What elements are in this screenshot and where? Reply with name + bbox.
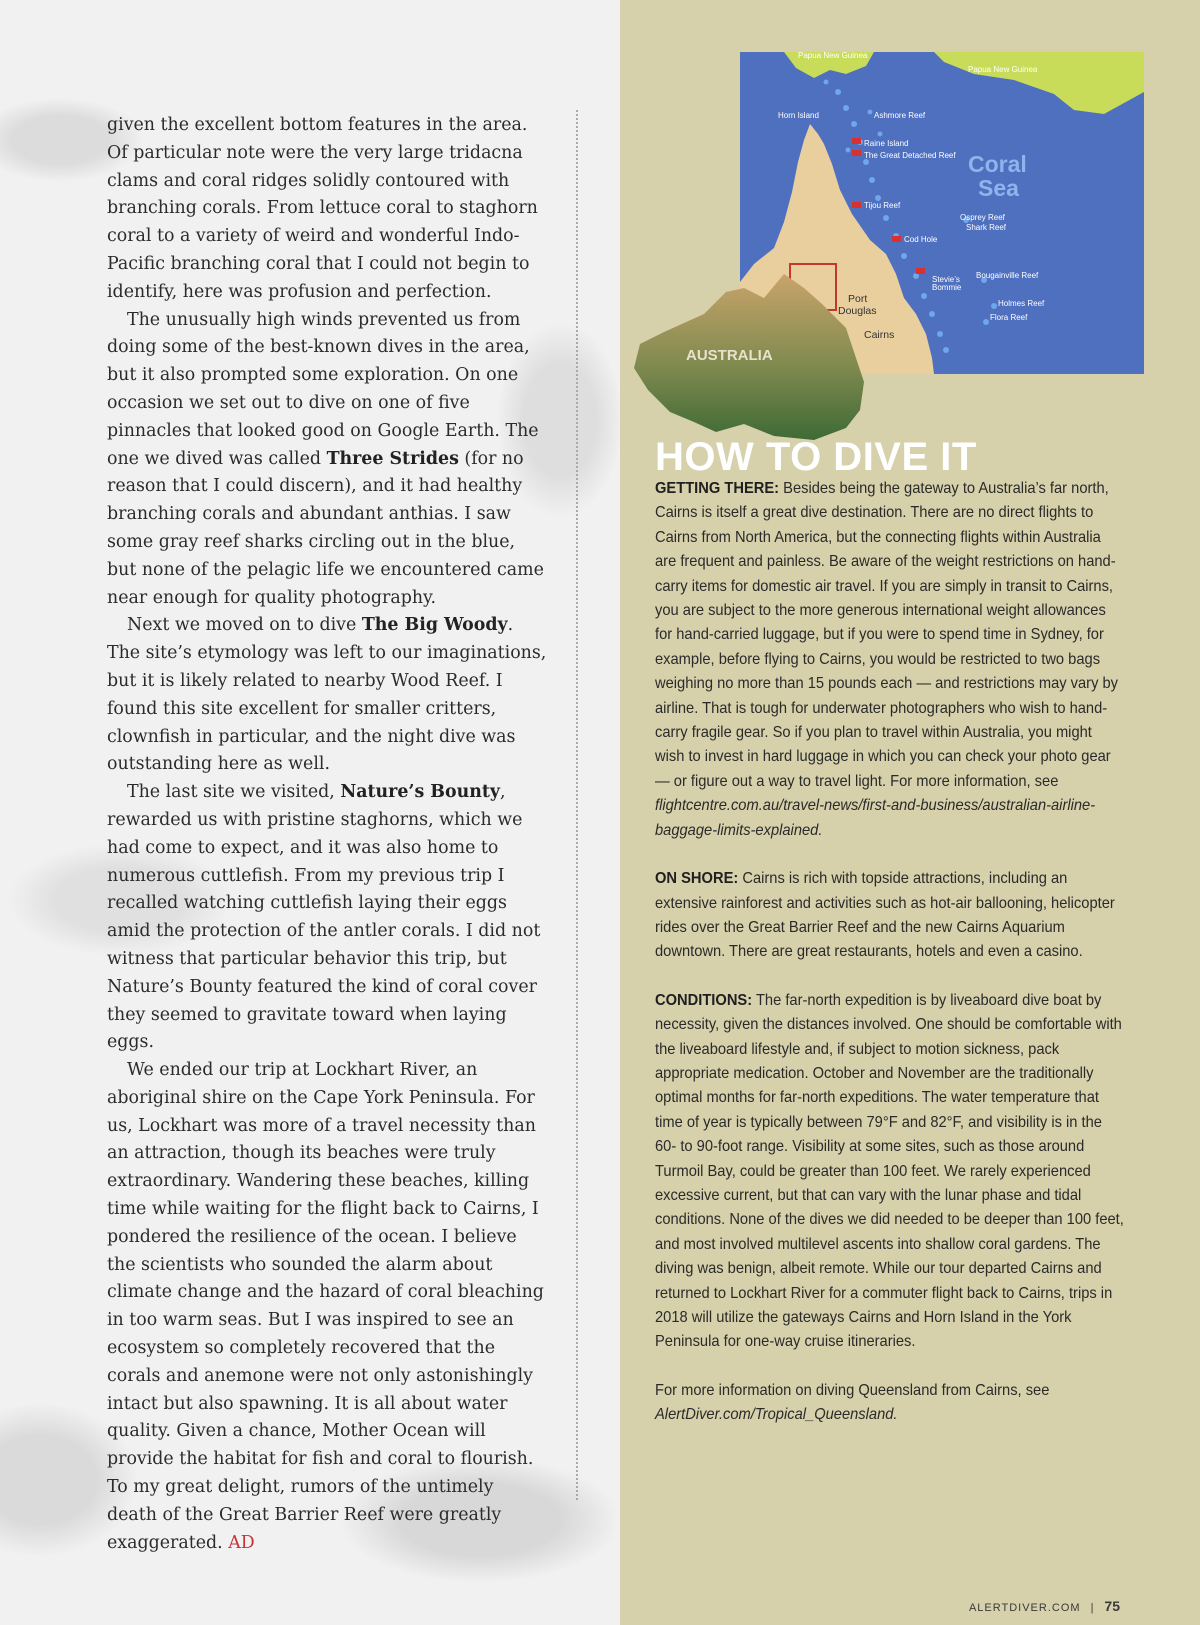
map-label-port: Port	[848, 293, 868, 305]
map-label-stevies-1: Stevie’s	[932, 275, 960, 284]
map-label-cod: Cod Hole	[904, 235, 938, 244]
map-label-stevies-2: Bommie	[932, 283, 962, 292]
map-label-tijou: Tijou Reef	[864, 201, 901, 210]
site-name-big-woody: The Big Woody	[361, 615, 508, 636]
on-shore-section: ON SHORE: Cairns is rich with topside attractions, including an extensive rainforest and activities such as hot-air ballooning, helicopter rides over the Great Barrier Reef and the new Cairns Aquarium downtown. There are great restaurants, hotels and even a casino.	[655, 870, 1115, 961]
reef-dot	[883, 215, 889, 221]
map-label-sea: Sea	[978, 175, 1019, 201]
alertdiver-link: AlertDiver.com/Tropical_Queensland.	[655, 1406, 898, 1424]
page-footer	[969, 1598, 1120, 1614]
reef-dot	[878, 132, 883, 137]
map-label-flora: Flora Reef	[990, 313, 1028, 322]
article-paragraph-3: Next we moved on to dive The Big Woody. The site’s etymology was left to our imaginations, but it is likely related to nearby Wood Reef. I found this site excellent for smaller critters, clownfish in particular, and the night dive was outstanding here as well.	[107, 615, 547, 775]
sidebar-heading: HOW TO DIVE IT	[655, 435, 977, 479]
page-number: 75	[1104, 1598, 1120, 1614]
dive-flag	[916, 268, 925, 274]
article-paragraph-5: We ended our trip at Lockhart River, an aboriginal shire on the Cape York Peninsula. For us, Lockhart was more of a travel necessity than an attraction, though its beaches were truly extraordinary. Wandering these beaches, killing time while waiting for the flight back to Cairns, I pondered the resilience of the ocean. I believe the scientists who sounded the alarm about climate change and the hazard of coral bleaching in too warm seas. But I was inspired to see an ecosystem so completely recovered that the corals and anemone were not only astonishingly intact but also spawning. It is all about water quality. Given a chance, Mother Ocean will provide the habitat for fish and coral to flourish. To my great delight, rumors of the untimely death of the Great Barrier Reef were greatly exaggerated. AD	[107, 1060, 544, 1553]
map-label-horn: Horn Island	[778, 111, 819, 120]
map-label-coral: Coral	[968, 151, 1027, 177]
baggage-link: flightcentre.com.au/travel-news/first-and-business/australian-airline-baggage-limits-explained.	[655, 797, 1096, 839]
getting-there-section: GETTING THERE: Besides being the gateway to Australia’s far north, Cairns is itself a great dive destination. There are no direct flights to Cairns from North America, but the connecting flights within Australia are frequent and painless. Be aware of the weight restrictions on hand-carry items for domestic air travel. If you are simply in transit to Cairns, you are subject to the more generous international weight allowances for hand-carried luggage, but if you were to spend time in Sydney, for example, before flying to Cairns, you would be restricted to two bags weighing no more than 15 pounds each — and restrictions may vary by airline. That is tough for underwater photographers who wish to hand-carry fragile gear. So if you plan to travel within Australia, you might wish to invest in hard luggage in which you can check your photo gear — or figure out a way to travel light. For more information, see flightcentre.com.au/travel-news/first-and-business/australian-airline-baggage-limits-explained.	[655, 480, 1119, 839]
dive-flag	[852, 202, 861, 208]
map-label-raine: Raine Island	[864, 139, 909, 148]
reef-dot	[991, 303, 997, 309]
end-mark: AD	[228, 1532, 255, 1553]
reef-dot	[851, 121, 857, 127]
how-to-dive-sidebar	[655, 477, 1125, 1452]
reef-dot	[846, 148, 851, 153]
reef-dot	[869, 177, 875, 183]
reef-map	[634, 52, 1144, 444]
getting-there-label: GETTING THERE:	[655, 480, 780, 497]
dive-flag	[892, 236, 901, 242]
article-paragraph-4: The last site we visited, Nature’s Bounty, rewarded us with pristine staghorns, which we had come to expect, and it was also home to numerous cuttlefish. From my previous trip I recalled watching cuttlefish laying their eggs amid the protection of the antler corals. I did not witness that particular behavior this trip, but Nature’s Bounty featured the kind of coral cover they seemed to gravitate toward when laying eggs.	[107, 782, 541, 1053]
more-info-section: For more information on diving Queensland from Cairns, see AlertDiver.com/Tropical_Queensland.	[655, 1381, 1050, 1424]
site-name-three-strides: Three Strides	[326, 448, 459, 469]
conditions-section: CONDITIONS: The far-north expedition is by liveaboard dive boat by necessity, given the distances involved. One should be comfortable with the liveaboard lifestyle and, if subject to motion sickness, pack appropriate medication. October and November are the traditionally optimal months for far-north expeditions. The water temperature that time of year is typically between 79°F and 82°F, and visibility is in the 60- to 90-foot range. Visibility at some sites, such as those around Turmoil Bay, could be greater than 100 feet. We rarely experienced excessive current, but that can vary with the lunar phase and tidal conditions. None of the dives we did needed to be deeper than 100 feet, and most involved multilevel ascents into shallow coral gardens. The diving was benign, albeit remote. While our tour departed Cairns and returned to Lockhart River for a commuter flight back to Cairns, trips in 2018 will utilize the gateways Cairns and Horn Island in the York Peninsula for one-way cruise itineraries.	[655, 991, 1124, 1351]
map-label-detached: The Great Detached Reef	[864, 151, 956, 160]
footer-site: ALERTDIVER.COM	[968, 1602, 1081, 1614]
reef-dot	[921, 293, 927, 299]
reef-dot	[943, 347, 949, 353]
map-label-ashmore: Ashmore Reef	[874, 111, 926, 120]
footer-separator: |	[1090, 1602, 1095, 1614]
map-label-osprey: Osprey Reef	[960, 213, 1005, 222]
map-label-holmes: Holmes Reef	[998, 299, 1045, 308]
column-divider	[576, 110, 578, 1500]
map-label-shark: Shark Reef	[966, 223, 1007, 232]
map-label-bougainville: Bougainville Reef	[976, 271, 1039, 280]
conditions-label: CONDITIONS:	[655, 991, 753, 1009]
reef-dot	[983, 319, 989, 325]
map-label-douglas: Douglas	[838, 305, 877, 317]
dive-flag	[852, 138, 861, 144]
dive-flag	[852, 150, 861, 156]
reef-dot	[868, 110, 873, 115]
reef-dot	[835, 89, 841, 95]
map-label-australia: AUSTRALIA	[686, 347, 773, 364]
on-shore-label: ON SHORE:	[655, 870, 739, 888]
reef-dot	[937, 331, 943, 337]
reef-dot	[929, 311, 935, 317]
reef-dot	[843, 105, 849, 111]
reef-dot	[901, 253, 907, 259]
map-label-cairns: Cairns	[864, 329, 895, 341]
article-body	[107, 112, 547, 1557]
map-label-png-left: Papua New Guinea	[798, 52, 868, 60]
article-paragraph-2: The unusually high winds prevented us from doing some of the best-known dives in the area, but it also prompted some exploration. On one occasion we set out to dive on one of five pinnacles that looked good on Google Earth. The one we dived was called Three Strides (for no reason that I could discern), and it had healthy branching corals and abundant anthias. I saw some gray reef sharks circling out in the blue, but none of the pelagic life we encountered came near enough for quality photography.	[107, 309, 544, 608]
reef-dot	[824, 80, 829, 85]
map-label-png-right: Papua New Guinea	[968, 65, 1038, 74]
article-paragraph-1: given the excellent bottom features in the area. Of particular note were the very large tridacna clams and coral ridges solidly contoured with branching corals. From lettuce coral to staghorn coral to a variety of weird and wonderful Indo-Pacific branching coral that I could not begin to identify, here was profusion and perfection.	[107, 115, 538, 302]
site-name-natures-bounty: Nature’s Bounty	[340, 782, 501, 803]
